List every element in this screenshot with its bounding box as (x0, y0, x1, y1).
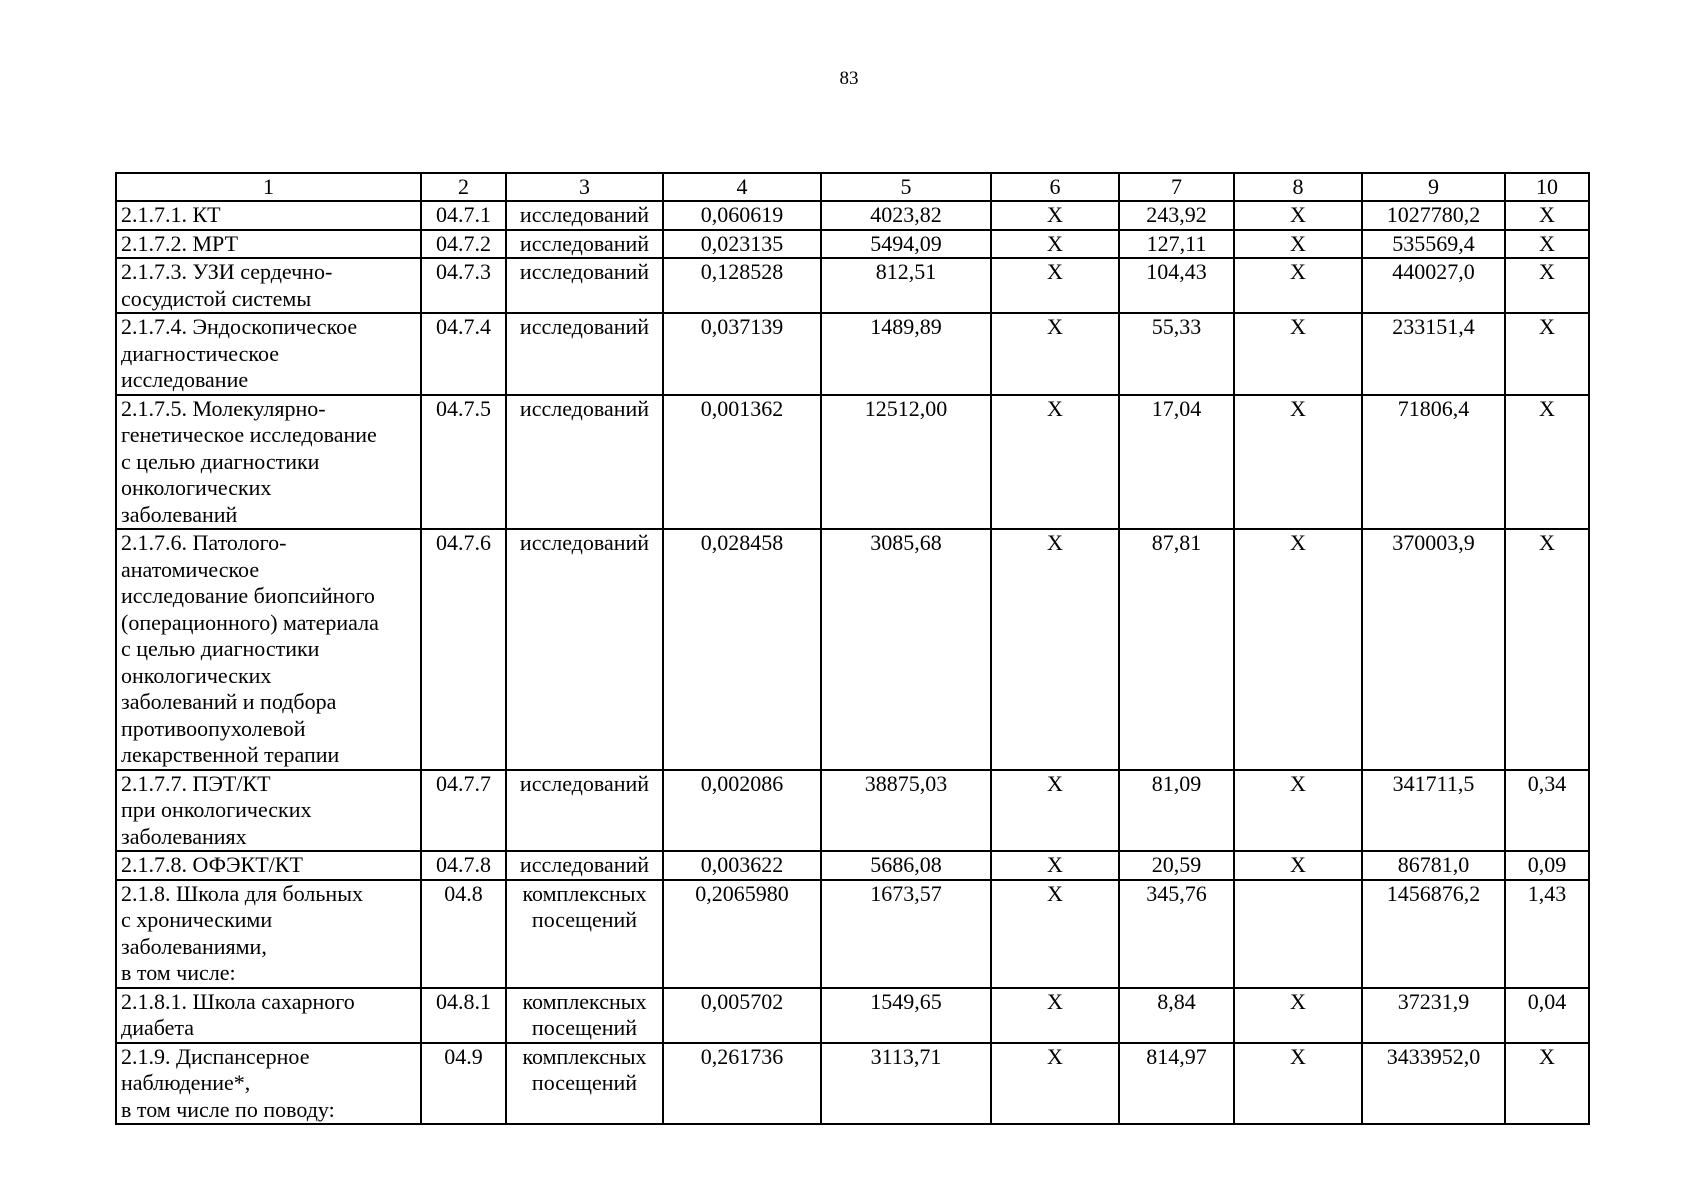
row-col10-cell: X (1505, 230, 1589, 259)
column-header: 5 (821, 173, 991, 201)
row-unit-cell: комплексных посещений (506, 880, 663, 988)
row-col5-cell: 5686,08 (821, 851, 991, 880)
row-col7-cell: 104,43 (1119, 258, 1234, 313)
row-col8-cell: X (1234, 851, 1362, 880)
row-col5-cell: 5494,09 (821, 230, 991, 259)
row-name-cell: 2.1.7.2. МРТ (116, 230, 421, 259)
row-col10-cell: X (1505, 1043, 1589, 1125)
row-code-cell: 04.7.2 (421, 230, 506, 259)
table-row (116, 770, 1589, 852)
row-code-cell: 04.7.6 (421, 529, 506, 770)
row-col4-cell: 0,037139 (663, 313, 821, 395)
row-col8-cell: X (1234, 230, 1362, 259)
row-col9-cell: 3433952,0 (1362, 1043, 1505, 1125)
table-row (116, 880, 1589, 988)
row-code-cell: 04.8 (421, 880, 506, 988)
row-code-cell: 04.8.1 (421, 988, 506, 1043)
row-name-cell: 2.1.7.8. ОФЭКТ/КТ (116, 851, 421, 880)
row-col4-cell: 0,060619 (663, 201, 821, 230)
row-name-cell: 2.1.7.5. Молекулярно- генетическое исследование с целью диагностики онкологических заболеваний (116, 395, 421, 530)
row-col9-cell: 86781,0 (1362, 851, 1505, 880)
row-col7-cell: 55,33 (1119, 313, 1234, 395)
table-row (116, 988, 1589, 1043)
row-col5-cell: 1549,65 (821, 988, 991, 1043)
row-col10-cell: 1,43 (1505, 880, 1589, 988)
row-col7-cell: 81,09 (1119, 770, 1234, 852)
row-col4-cell: 0,001362 (663, 395, 821, 530)
row-col9-cell: 370003,9 (1362, 529, 1505, 770)
row-col8-cell (1234, 880, 1362, 988)
row-col6-cell: X (991, 230, 1119, 259)
row-col9-cell: 71806,4 (1362, 395, 1505, 530)
row-col4-cell: 0,128528 (663, 258, 821, 313)
row-col9-cell: 535569,4 (1362, 230, 1505, 259)
row-unit-cell: исследований (506, 258, 663, 313)
row-code-cell: 04.7.5 (421, 395, 506, 530)
row-col10-cell: X (1505, 395, 1589, 530)
row-col6-cell: X (991, 770, 1119, 852)
row-name-cell: 2.1.7.1. КТ (116, 201, 421, 230)
table-row (116, 230, 1589, 259)
row-col6-cell: X (991, 201, 1119, 230)
row-col10-cell: 0,34 (1505, 770, 1589, 852)
table-row (116, 313, 1589, 395)
row-col8-cell: X (1234, 1043, 1362, 1125)
row-col8-cell: X (1234, 258, 1362, 313)
row-col4-cell: 0,023135 (663, 230, 821, 259)
row-name-cell: 2.1.8.1. Школа сахарного диабета (116, 988, 421, 1043)
column-header: 7 (1119, 173, 1234, 201)
column-header: 9 (1362, 173, 1505, 201)
row-col7-cell: 87,81 (1119, 529, 1234, 770)
row-col9-cell: 233151,4 (1362, 313, 1505, 395)
row-name-cell: 2.1.7.3. УЗИ сердечно- сосудистой системы (116, 258, 421, 313)
row-code-cell: 04.7.3 (421, 258, 506, 313)
row-col5-cell: 12512,00 (821, 395, 991, 530)
row-col8-cell: X (1234, 770, 1362, 852)
row-col7-cell: 8,84 (1119, 988, 1234, 1043)
page-number: 83 (839, 68, 859, 89)
row-col4-cell: 0,028458 (663, 529, 821, 770)
row-col8-cell: X (1234, 529, 1362, 770)
table-row (116, 258, 1589, 313)
row-col9-cell: 1456876,2 (1362, 880, 1505, 988)
row-name-cell: 2.1.7.7. ПЭТ/КТ при онкологических заболеваниях (116, 770, 421, 852)
column-header: 2 (421, 173, 506, 201)
row-col6-cell: X (991, 313, 1119, 395)
row-col6-cell: X (991, 258, 1119, 313)
column-header: 6 (991, 173, 1119, 201)
table-row (116, 1043, 1589, 1125)
row-name-cell: 2.1.8. Школа для больных с хроническими заболеваниями, в том числе: (116, 880, 421, 988)
row-col8-cell: X (1234, 395, 1362, 530)
row-unit-cell: исследований (506, 313, 663, 395)
row-col7-cell: 345,76 (1119, 880, 1234, 988)
row-col10-cell: 0,04 (1505, 988, 1589, 1043)
row-col6-cell: X (991, 395, 1119, 530)
row-col10-cell: X (1505, 258, 1589, 313)
row-col7-cell: 20,59 (1119, 851, 1234, 880)
row-col10-cell: X (1505, 201, 1589, 230)
row-col5-cell: 3085,68 (821, 529, 991, 770)
row-code-cell: 04.7.4 (421, 313, 506, 395)
column-header: 10 (1505, 173, 1589, 201)
row-col10-cell: X (1505, 529, 1589, 770)
row-col6-cell: X (991, 529, 1119, 770)
row-col5-cell: 4023,82 (821, 201, 991, 230)
column-header: 8 (1234, 173, 1362, 201)
row-col8-cell: X (1234, 313, 1362, 395)
row-col4-cell: 0,005702 (663, 988, 821, 1043)
row-col9-cell: 1027780,2 (1362, 201, 1505, 230)
row-unit-cell: исследований (506, 201, 663, 230)
row-col9-cell: 37231,9 (1362, 988, 1505, 1043)
row-col9-cell: 341711,5 (1362, 770, 1505, 852)
row-col4-cell: 0,2065980 (663, 880, 821, 988)
row-col4-cell: 0,002086 (663, 770, 821, 852)
row-col6-cell: X (991, 1043, 1119, 1125)
row-col6-cell: X (991, 880, 1119, 988)
row-name-cell: 2.1.7.4. Эндоскопическое диагностическое исследование (116, 313, 421, 395)
row-code-cell: 04.7.8 (421, 851, 506, 880)
row-col7-cell: 17,04 (1119, 395, 1234, 530)
row-col7-cell: 127,11 (1119, 230, 1234, 259)
data-table (115, 172, 1590, 1125)
row-unit-cell: комплексных посещений (506, 1043, 663, 1125)
column-header: 1 (116, 173, 421, 201)
row-col5-cell: 38875,03 (821, 770, 991, 852)
row-name-cell: 2.1.7.6. Патолого- анатомическое исследование биопсийного (операционного) материала с целью диагностики онкологических заболеваний и подбора противоопухолевой лекарственной терапии (116, 529, 421, 770)
table-row (116, 851, 1589, 880)
row-unit-cell: исследований (506, 770, 663, 852)
row-code-cell: 04.9 (421, 1043, 506, 1125)
column-header: 4 (663, 173, 821, 201)
header-row (116, 173, 1589, 201)
row-code-cell: 04.7.1 (421, 201, 506, 230)
row-unit-cell: исследований (506, 230, 663, 259)
row-name-cell: 2.1.9. Диспансерное наблюдение*, в том числе по поводу: (116, 1043, 421, 1125)
row-col5-cell: 812,51 (821, 258, 991, 313)
column-header: 3 (506, 173, 663, 201)
row-col7-cell: 243,92 (1119, 201, 1234, 230)
row-col10-cell: X (1505, 313, 1589, 395)
table-row (116, 395, 1589, 530)
row-col10-cell: 0,09 (1505, 851, 1589, 880)
row-col8-cell: X (1234, 988, 1362, 1043)
row-col6-cell: X (991, 851, 1119, 880)
row-code-cell: 04.7.7 (421, 770, 506, 852)
row-unit-cell: комплексных посещений (506, 988, 663, 1043)
row-col5-cell: 1489,89 (821, 313, 991, 395)
row-col6-cell: X (991, 988, 1119, 1043)
row-col4-cell: 0,003622 (663, 851, 821, 880)
row-unit-cell: исследований (506, 529, 663, 770)
row-unit-cell: исследований (506, 851, 663, 880)
table-row (116, 201, 1589, 230)
row-col4-cell: 0,261736 (663, 1043, 821, 1125)
row-col8-cell: X (1234, 201, 1362, 230)
row-col5-cell: 1673,57 (821, 880, 991, 988)
table-row (116, 529, 1589, 770)
row-col7-cell: 814,97 (1119, 1043, 1234, 1125)
row-col9-cell: 440027,0 (1362, 258, 1505, 313)
row-unit-cell: исследований (506, 395, 663, 530)
row-col5-cell: 3113,71 (821, 1043, 991, 1125)
